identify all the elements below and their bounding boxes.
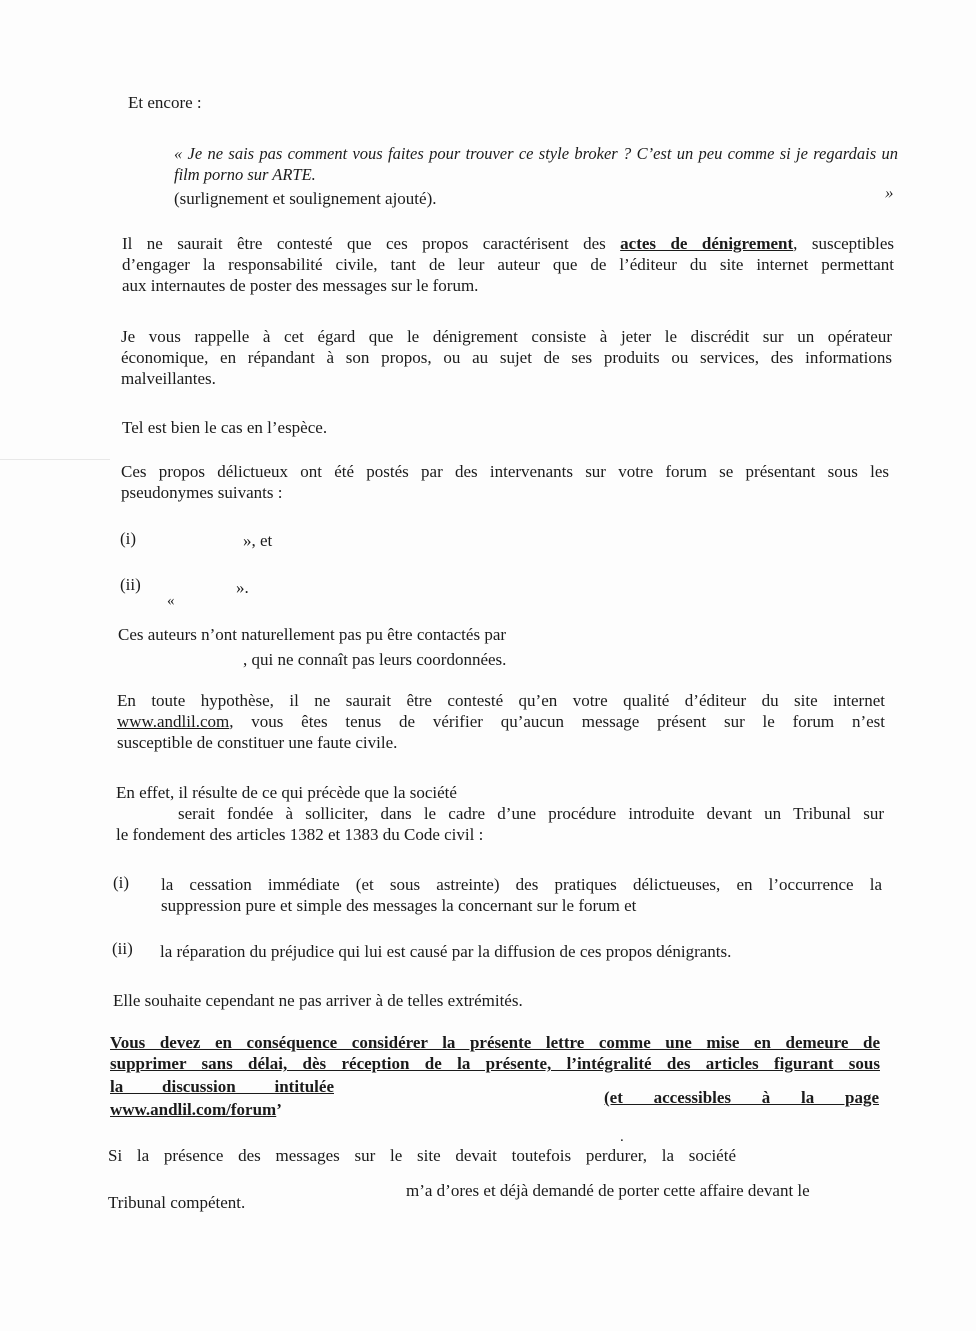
claim-1-line-2: suppression pure et simple des messages la concernant sur le forum et: [161, 896, 637, 915]
para1-line-1: Il ne saurait être contesté que ces propos caractérisent des actes de dénigrement, susceptibles: [122, 234, 894, 253]
paragraph-denigrement: [122, 233, 894, 296]
paragraph-espece: Tel est bien le cas en l’espèce.: [122, 418, 328, 437]
paragraph-pseudonymes: [121, 461, 889, 503]
quote-note: (surlignement et soulignement ajouté).: [174, 189, 437, 208]
para2-line-3: malveillantes.: [121, 369, 216, 388]
para9-line-3: Tribunal compétent.: [108, 1193, 246, 1212]
para1-line-3: aux internautes de poster des messages sur le forum.: [122, 276, 479, 295]
para7-line-2: serait fondée à solliciter, dans le cadre d’une procédure introduite devant un Tribunal sur: [178, 804, 884, 823]
claim-1-number: (i): [113, 873, 130, 892]
para9-line-2: m’a d’ores et déjà demandé de porter cette affaire devant le: [406, 1181, 810, 1200]
pseudo-item-2-open: «: [167, 593, 175, 609]
claim-1-text: [161, 874, 882, 916]
pseudo-item-1-text: », et: [243, 531, 273, 550]
quote-line-2: film porno sur ARTE.: [174, 165, 316, 184]
para6-line-1: En toute hypothèse, il ne saurait être contesté qu’en votre qualité d’éditeur du site internet: [117, 691, 885, 710]
para4-line-2: pseudonymes suivants :: [121, 483, 283, 502]
demand-line-3b: (et accessibles à la page: [604, 1088, 879, 1107]
claim-1-line-1: la cessation immédiate (et sous astreinte) des pratiques délictueuses, en l’occurrence la: [161, 875, 882, 894]
claim-2-number: (ii): [112, 939, 133, 958]
para4-line-1: Ces propos délictueux ont été postés par des intervenants sur votre forum se présentant sous les: [121, 462, 889, 481]
paragraph-definition: [121, 326, 892, 389]
claim-2-line-1: la réparation du préjudice qui lui est causé par la diffusion de ces propos dénigrants.: [160, 942, 732, 961]
demand-block: [110, 1032, 880, 1074]
demand-line-3a: la discussion intitulée: [110, 1077, 334, 1096]
para6-line-2: www.andlil.com, vous êtes tenus de vérifier qu’aucun message présent sur le forum n’est: [117, 712, 885, 731]
paragraph-fondement: [116, 803, 884, 845]
pseudo-item-1-number: (i): [120, 529, 137, 548]
site-link[interactable]: www.andlil.com: [117, 712, 230, 731]
demand-line-2: supprimer sans délai, dès réception de la présente, l’intégralité des articles figurant sous: [110, 1054, 880, 1073]
quote-close: »: [885, 183, 894, 202]
para2-line-1: Je vous rappelle à cet égard que le dénigrement consiste à jeter le discrédit sur un opérateur: [121, 327, 892, 346]
scan-artifact-line: [0, 459, 110, 460]
quote-line-1: « Je ne sais pas comment vous faites pour trouver ce style broker ? C’est un peu comme si je regardais un: [174, 144, 898, 163]
para7-line-1: En effet, il résulte de ce qui précède que la société: [116, 783, 457, 802]
para2-line-2: économique, en répandant à son propos, ou au sujet de ses produits ou services, des informations: [121, 348, 892, 367]
para1-line-2: d’engager la responsabilité civile, tant de leur auteur que de l’éditeur du site internet permettant: [122, 255, 894, 274]
paragraph-editeur: [117, 690, 885, 753]
demand-dot: .: [620, 1129, 624, 1145]
para9-line-1: Si la présence des messages sur le site devait toutefois perdurer, la société: [108, 1146, 736, 1165]
pseudo-item-2-number: (ii): [120, 575, 141, 594]
quote-block: [174, 143, 898, 185]
demand-line-1: Vous devez en conséquence considérer la présente lettre comme une mise en demeure de: [110, 1033, 880, 1052]
emphasis-actes-denigrement: actes de dénigrement: [620, 234, 794, 253]
paragraph-extremites: Elle souhaite cependant ne pas arriver à de telles extrémités.: [113, 991, 523, 1010]
para6-line-3: susceptible de constituer une faute civile.: [117, 733, 398, 752]
demand-line-4: www.andlil.com/forum’: [110, 1100, 282, 1119]
para5-line-2: , qui ne connaît pas leurs coordonnées.: [243, 650, 507, 669]
para7-line-3: le fondement des articles 1382 et 1383 du Code civil :: [116, 825, 484, 844]
pseudo-item-2-text: ».: [236, 578, 249, 597]
intro-text: Et encore :: [128, 93, 202, 112]
para5-line-1: Ces auteurs n’ont naturellement pas pu être contactés par: [118, 625, 507, 644]
